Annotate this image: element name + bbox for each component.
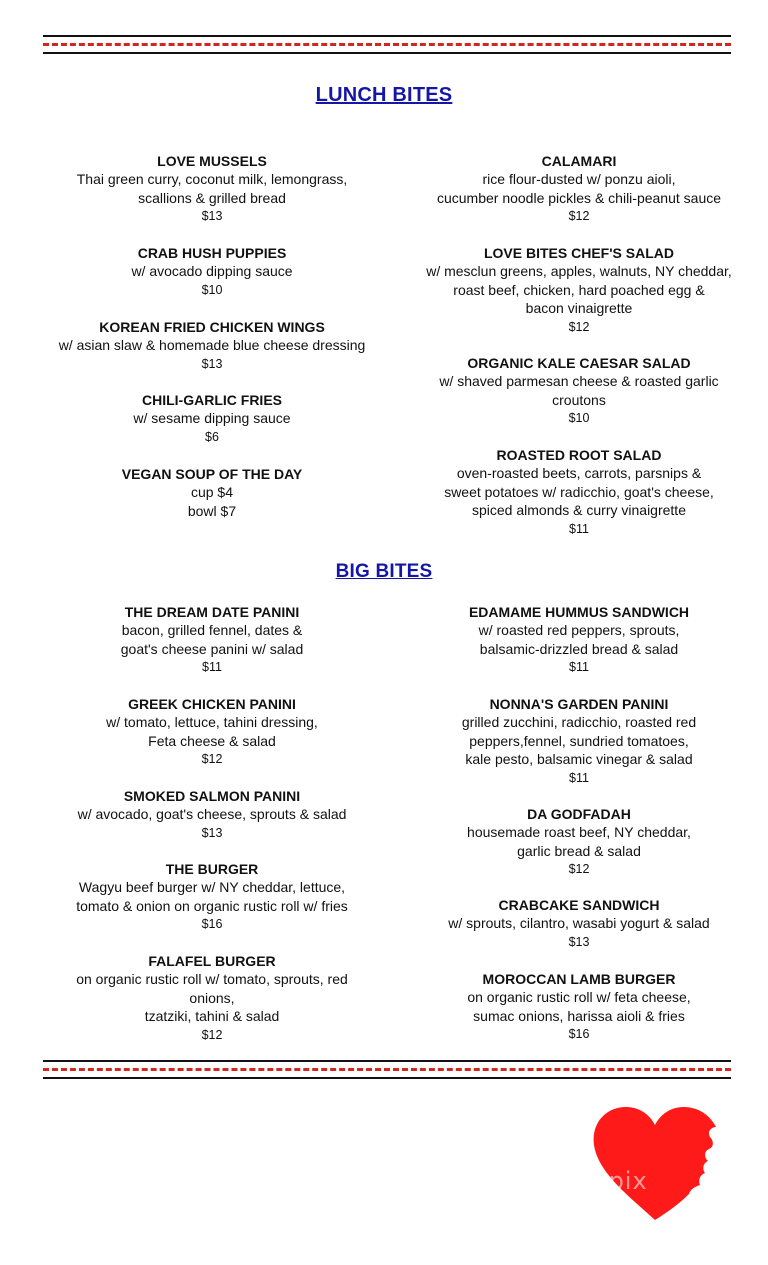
item-name: FALAFEL BURGER	[148, 953, 276, 969]
item-price: $16	[201, 917, 223, 931]
item-description: bacon, grilled fennel, dates & goat's cheese panini w/ salad	[120, 622, 304, 657]
item-description: Thai green curry, coconut milk, lemongrass, scallions & grilled bread	[76, 171, 348, 206]
item-price: $16	[568, 1027, 590, 1041]
item-price: $13	[201, 825, 223, 840]
menu-item	[409, 446, 749, 539]
watermark-text: menupix	[536, 1167, 648, 1195]
bottom-rule-dashes	[43, 1068, 731, 1071]
bottom-rule-line	[43, 1077, 731, 1079]
item-name: THE BURGER	[165, 861, 259, 877]
item-description: grilled zucchini, radicchio, roasted red peppers,fennel, sundried tomatoes, kale pesto, balsamic vinegar & salad	[461, 714, 697, 767]
bottom-rule-line	[43, 1060, 731, 1062]
item-price: $11	[569, 660, 589, 674]
item-name: CRAB HUSH PUPPIES	[137, 245, 287, 261]
item-description: w/ asian slaw & homemade blue cheese dressing	[58, 337, 366, 353]
item-name: LOVE MUSSELS	[157, 153, 267, 169]
menu-item	[409, 695, 749, 788]
item-price: $13	[568, 934, 590, 949]
item-description: w/ sprouts, cilantro, wasabi yogurt & salad	[448, 915, 710, 931]
item-price: $12	[201, 752, 223, 766]
menu-item	[409, 970, 749, 1044]
menu-item	[42, 860, 382, 934]
item-price: $13	[201, 209, 223, 223]
item-name: EDAMAME HUMMUS SANDWICH	[468, 604, 690, 620]
item-price: $6	[205, 429, 219, 444]
item-name: VEGAN SOUP OF THE DAY	[121, 466, 303, 482]
item-name: DA GODFADAH	[527, 806, 631, 822]
item-name: SMOKED SALMON PANINI	[123, 788, 301, 804]
menu-item	[42, 318, 382, 374]
item-price: $11	[202, 660, 222, 674]
menu-item	[42, 695, 382, 769]
bitten-heart-icon	[590, 1105, 720, 1223]
item-price: $12	[568, 862, 590, 876]
menu-item	[42, 465, 382, 520]
menu-item	[409, 805, 749, 879]
item-name: MOROCCAN LAMB BURGER	[482, 971, 676, 987]
item-name: ROASTED ROOT SALAD	[496, 447, 662, 463]
item-description: w/ avocado dipping sauce	[131, 263, 293, 279]
item-description: w/ roasted red peppers, sprouts, balsamic-drizzled bread & salad	[478, 622, 680, 657]
item-description: cup $4 bowl $7	[187, 484, 237, 519]
big-bites-heading: BIG BITES	[335, 561, 433, 582]
item-name: THE DREAM DATE PANINI	[124, 604, 300, 620]
item-price: $11	[569, 770, 589, 785]
item-description: w/ sesame dipping sauce	[133, 410, 291, 426]
item-description: w/ mesclun greens, apples, walnuts, NY cheddar, roast beef, chicken, hard poached egg & bacon vinaigrette	[426, 263, 732, 316]
menu-item	[409, 244, 749, 337]
item-description: w/ avocado, goat's cheese, sprouts & salad	[77, 806, 347, 822]
menu-item	[42, 244, 382, 300]
item-name: NONNA'S GARDEN PANINI	[489, 696, 669, 712]
top-rule-dashes	[43, 43, 731, 46]
menu-item	[42, 603, 382, 677]
item-price: $12	[568, 319, 590, 334]
item-name: ORGANIC KALE CAESAR SALAD	[467, 355, 691, 371]
menu-item	[409, 354, 749, 428]
item-description: on organic rustic roll w/ tomato, sprouts, red onions, tzatziki, tahini & salad	[76, 971, 348, 1024]
item-name: CRABCAKE SANDWICH	[498, 897, 660, 913]
top-rule-line	[43, 52, 731, 54]
item-name: KOREAN FRIED CHICKEN WINGS	[99, 319, 325, 335]
menu-item	[409, 152, 749, 226]
item-name: CALAMARI	[541, 153, 617, 169]
item-price: $10	[201, 282, 223, 297]
menu-item	[42, 952, 382, 1045]
item-description: housemade roast beef, NY cheddar, garlic bread & salad	[467, 824, 691, 859]
item-description: w/ tomato, lettuce, tahini dressing, Feta cheese & salad	[106, 714, 318, 749]
item-description: Wagyu beef burger w/ NY cheddar, lettuce, tomato & onion on organic rustic roll w/ fries	[76, 879, 348, 914]
lunch-bites-heading: LUNCH BITES	[315, 84, 453, 106]
menu-item	[42, 152, 382, 226]
menu-item	[409, 896, 749, 952]
item-name: LOVE BITES CHEF'S SALAD	[483, 245, 674, 261]
item-price: $12	[568, 209, 590, 223]
item-price: $11	[569, 521, 589, 536]
item-name: CHILI-GARLIC FRIES	[142, 392, 282, 408]
item-price: $13	[201, 356, 223, 371]
menu-item	[42, 391, 382, 447]
item-price: $12	[201, 1027, 223, 1042]
item-description: rice flour-dusted w/ ponzu aioli, cucumber noodle pickles & chili-peanut sauce	[436, 171, 722, 206]
top-rule-line	[43, 35, 731, 37]
menu-item	[409, 603, 749, 677]
item-price: $10	[568, 411, 590, 425]
item-name: GREEK CHICKEN PANINI	[128, 696, 296, 712]
top-border-rule	[43, 35, 731, 54]
item-description: on organic rustic roll w/ feta cheese, sumac onions, harissa aioli & fries	[467, 989, 691, 1024]
menu-item	[42, 787, 382, 843]
bottom-border-rule	[43, 1060, 731, 1079]
item-description: oven-roasted beets, carrots, parsnips & sweet potatoes w/ radicchio, goat's cheese, spiced almonds & curry vinaigrette	[444, 465, 714, 518]
item-description: w/ shaved parmesan cheese & roasted garlic croutons	[439, 373, 719, 408]
